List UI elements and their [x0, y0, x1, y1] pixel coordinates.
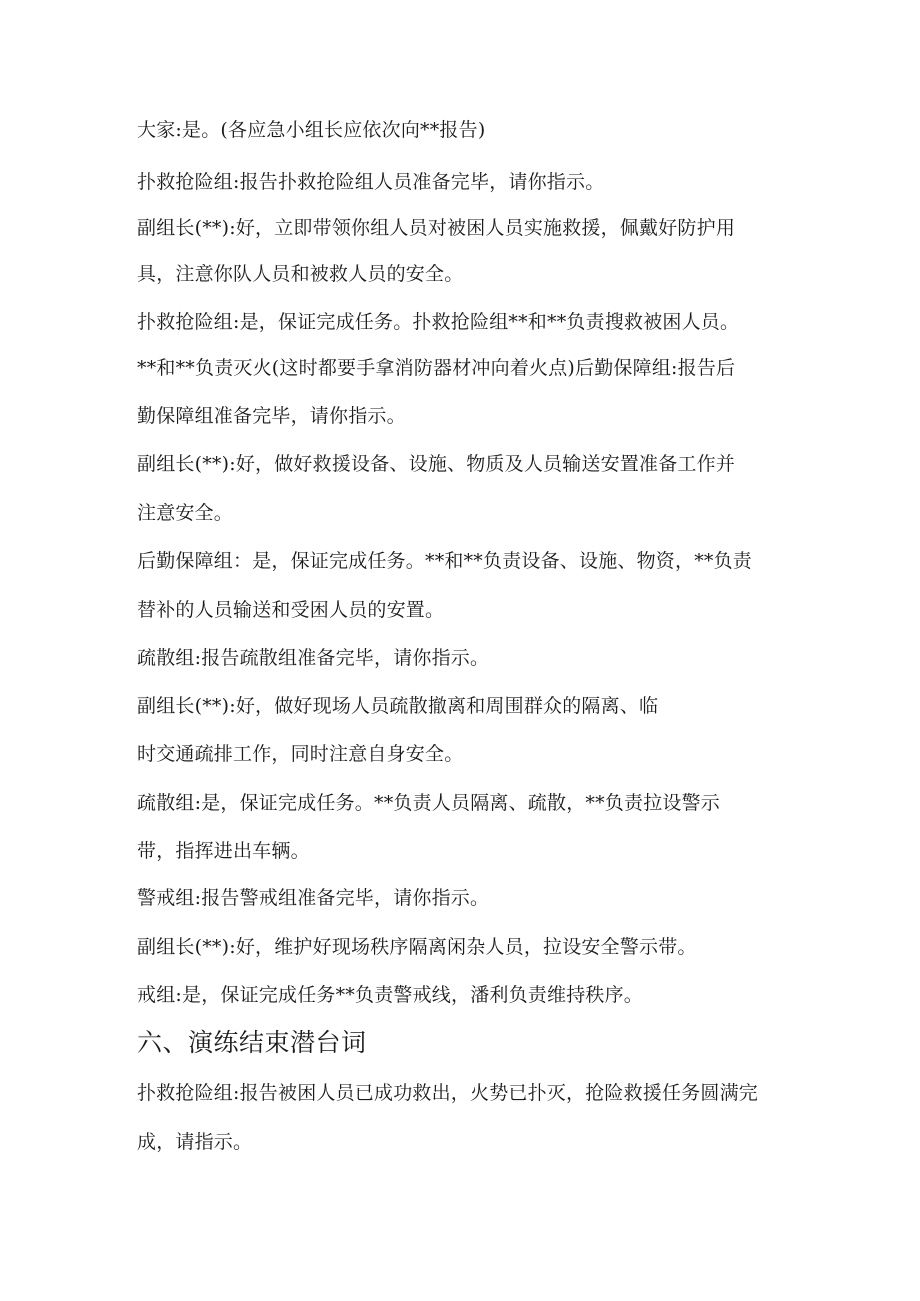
text-line-19: 戒组:是，保证完成任务**负责警戒线，潘利负责维持秩序。 — [137, 984, 644, 1006]
section-heading: 六、演练结束潜台词 — [137, 1028, 367, 1057]
text-line-1: 大家:是。(各应急小组长应依次向**报告) — [137, 119, 486, 141]
text-line-5: 扑救抢险组:是，保证完成任务。扑救抢险组**和**负责搜救被困人员。 — [137, 311, 740, 333]
text-line-7: 勤保障组准备完毕，请你指示。 — [137, 405, 406, 427]
text-line-11: 替补的人员输送和受困人员的安置。 — [137, 599, 445, 621]
text-line-6: **和**负责灭火(这时都要手拿消防器材冲向着火点)后勤保障组:报告后 — [137, 357, 736, 379]
text-line-8: 副组长(**):好，做好救援设备、设施、物质及人员输送安置准备工作并 — [137, 453, 736, 475]
text-line-13: 副组长(**):好，做好现场人员疏散撤离和周围群众的隔离、临 — [137, 695, 659, 717]
text-line-17: 警戒组:报告警戒组准备完毕，请你指示。 — [137, 887, 490, 909]
text-line-18: 副组长(**):好，维护好现场秩序隔离闲杂人员，拉设安全警示带。 — [137, 936, 697, 958]
text-line-15: 疏散组:是，保证完成任务。**负责人员隔离、疏散，**负责拉设警示 — [137, 792, 721, 814]
text-line-14: 时交通疏排工作，同时注意自身安全。 — [137, 743, 464, 765]
text-line-9: 注意安全。 — [137, 502, 234, 524]
text-line-3: 副组长(**):好，立即带领你组人员对被困人员实施救援，佩戴好防护用 — [137, 217, 736, 239]
text-line-10: 后勤保障组：是，保证完成任务。**和**负责设备、设施、物资，**负责 — [137, 550, 753, 572]
text-line-20: 扑救抢险组:报告被困人员已成功救出，火势已扑灭，抢险救援任务圆满完 — [137, 1082, 759, 1104]
text-line-4: 具，注意你队人员和被救人员的安全。 — [137, 263, 464, 285]
text-line-16: 带，指挥进出车辆。 — [137, 840, 310, 862]
text-line-2: 扑救抢险组:报告扑救抢险组人员准备完毕，请你指示。 — [137, 171, 605, 193]
text-line-12: 疏散组:报告疏散组准备完毕，请你指示。 — [137, 647, 490, 669]
text-line-21: 成，请指示。 — [137, 1131, 253, 1153]
